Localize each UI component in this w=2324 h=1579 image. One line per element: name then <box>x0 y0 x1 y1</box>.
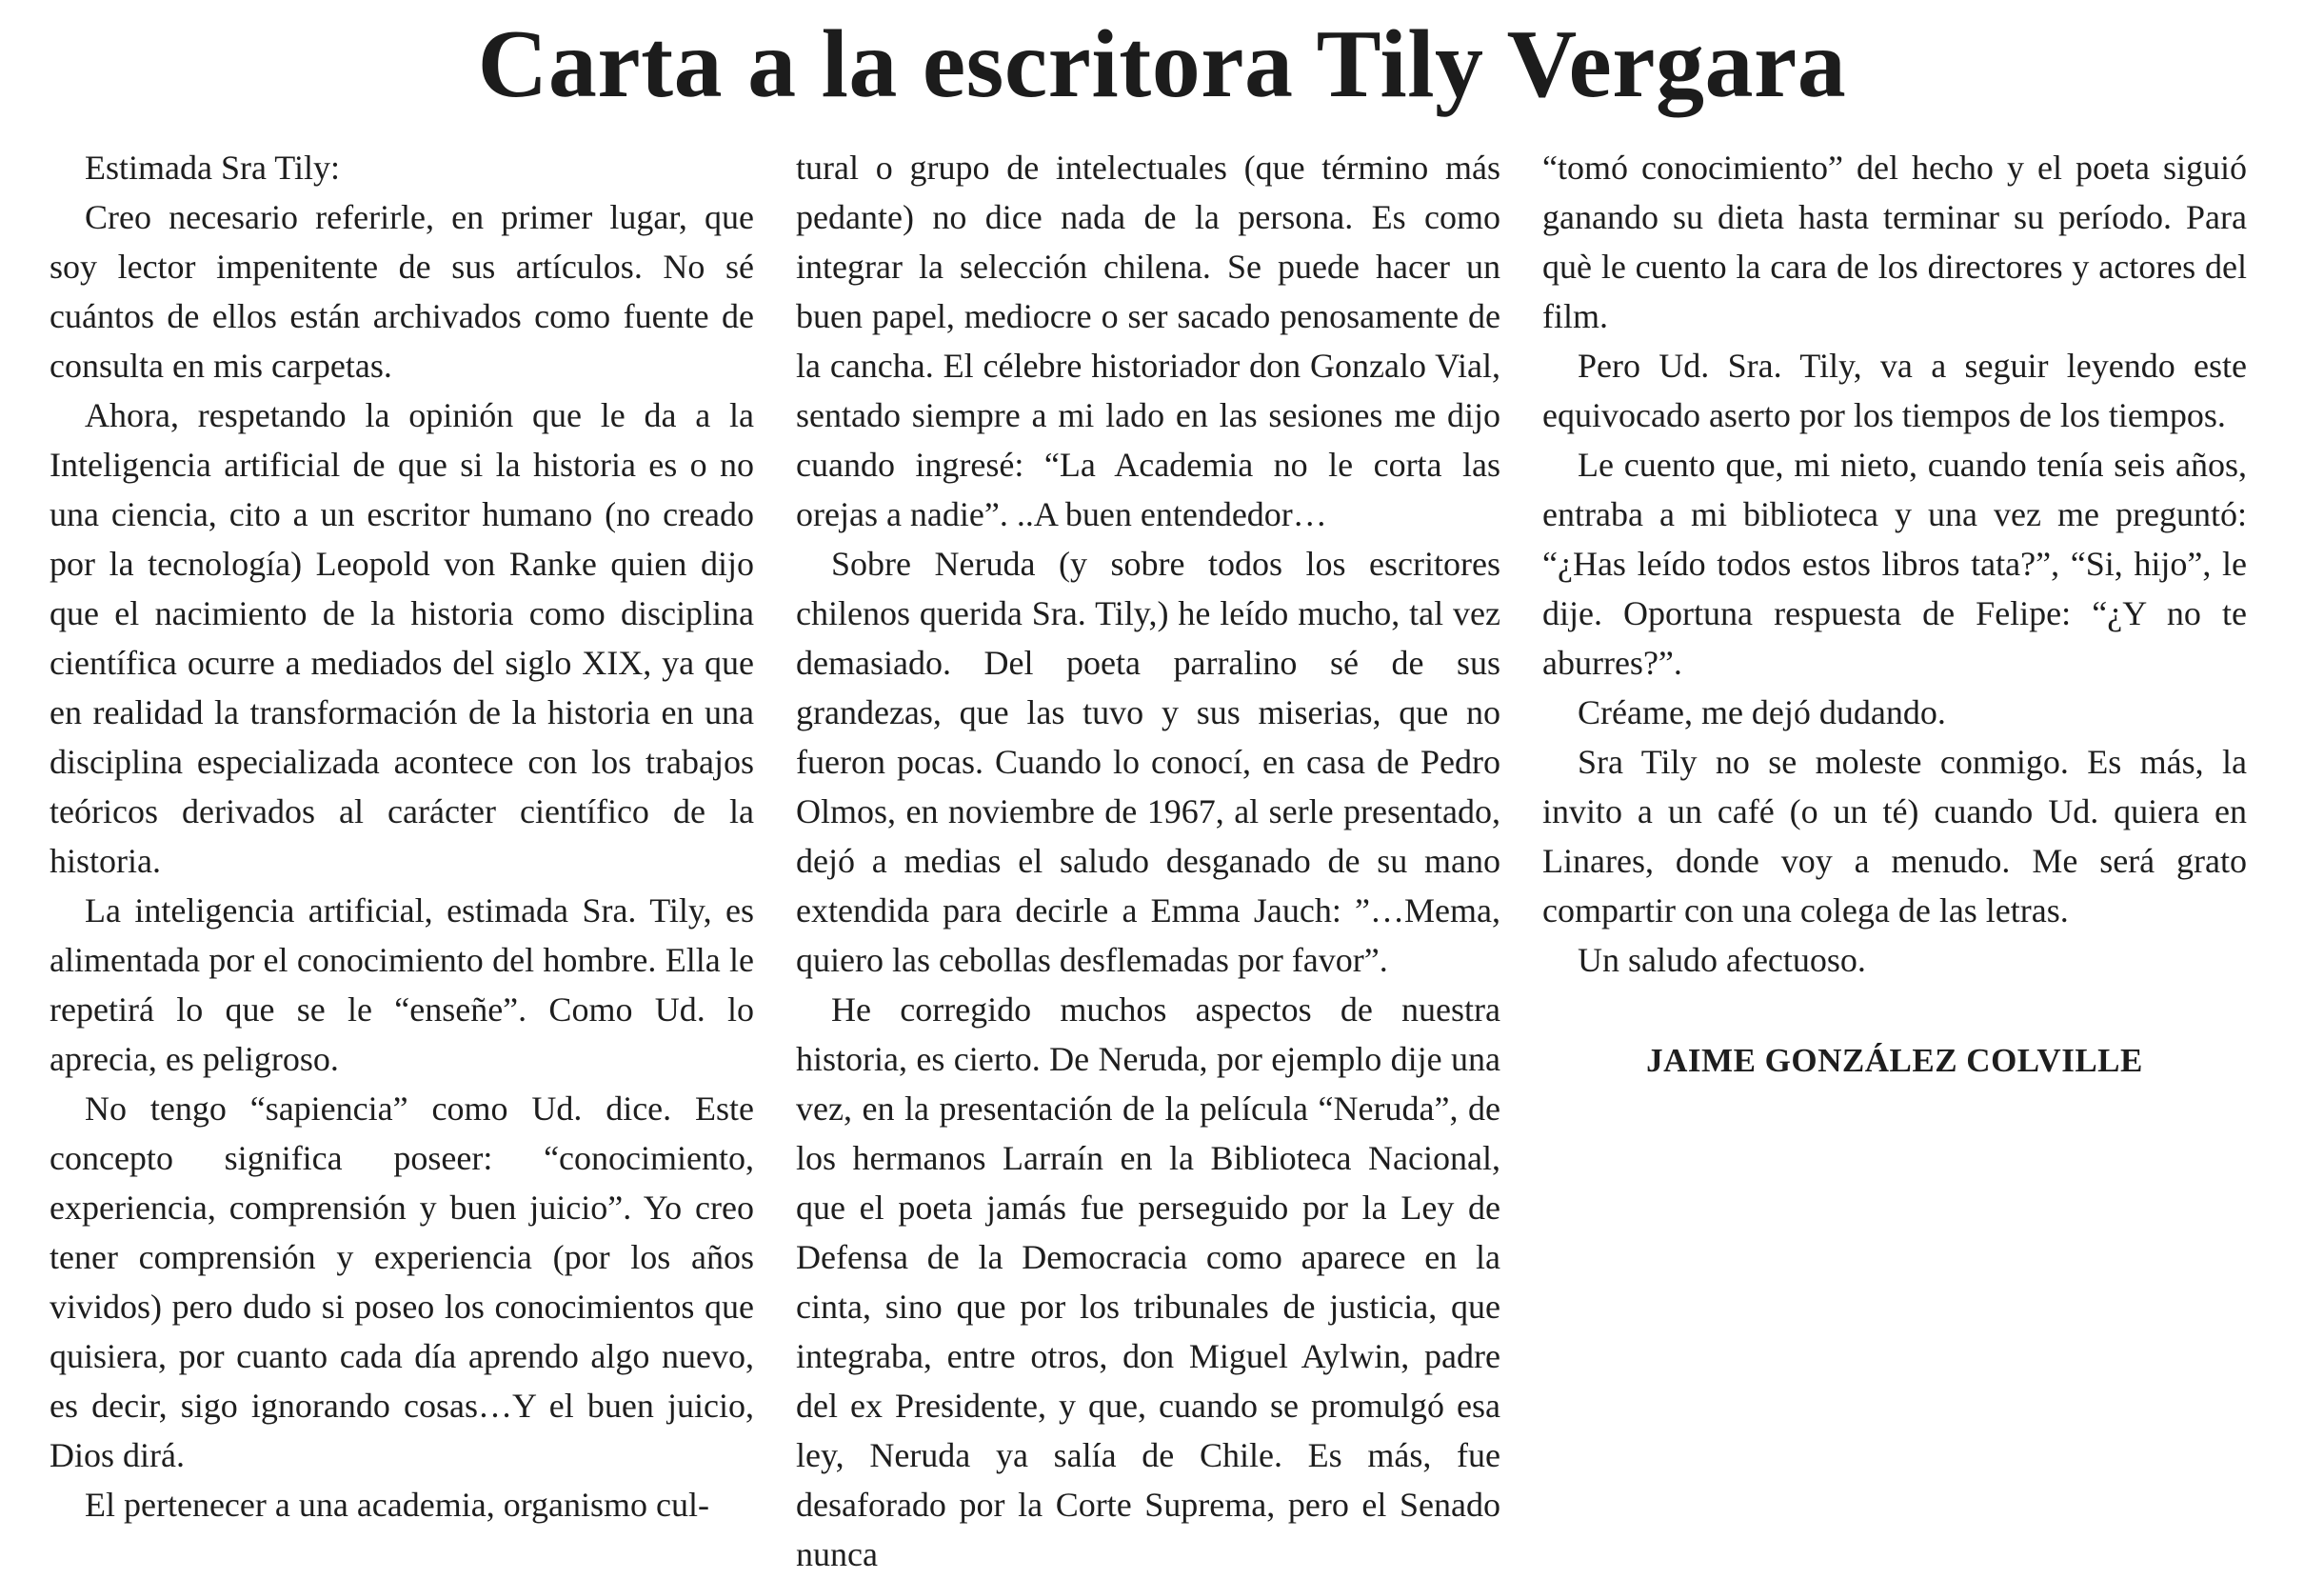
paragraph: Le cuento que, mi nieto, cuando tenía seis años, entraba a mi biblioteca y una vez me preguntó: “¿Has leído todos estos libros tata?”, “Si, hijo”, le dije. Oportuna respuesta de Felipe: “¿Y no te aburres?”. <box>1542 446 2247 682</box>
paragraph: Créame, me dejó dudando. <box>1578 693 1946 731</box>
paragraph: El pertenecer a una academia, organismo cul- <box>85 1486 710 1524</box>
paragraph: No tengo “sapiencia” como Ud. dice. Este concepto significa poseer: “conocimiento, experiencia, comprensión y buen juicio”. Yo creo tener comprensión y experiencia (por los años vividos) pero dudo si poseo los conocimientos que quisiera, por cuanto cada día aprendo algo nuevo, es decir, sigo ignorando cosas…Y el buen juicio, Dios dirá. <box>50 1089 754 1474</box>
paragraph-continued: tural o grupo de intelectuales (que término más pedante) no dice nada de la persona. Es como integrar la selección chilena. Se puede hacer un buen papel, mediocre o ser sacado penosamente de la cancha. El célebre historiador don Gonzalo Vial, sentado siempre a mi lado en las sesiones me dijo cuando ingresé: “La Academia no le corta las orejas a nadie”. ..A buen entendedor… <box>796 149 1500 533</box>
paragraph: Un saludo afectuoso. <box>1578 941 1866 979</box>
paragraph: Pero Ud. Sra. Tily, va a seguir leyendo este equivocado aserto por los tiempos de los tiempos. <box>1542 347 2247 434</box>
paragraph: Sobre Neruda (y sobre todos los escritores chilenos querida Sra. Tily,) he leído mucho, tal vez demasiado. Del poeta parralino sé de sus grandezas, que las tuvo y sus miserias, que no fueron pocas. Cuando lo conocí, en casa de Pedro Olmos, en noviembre de 1967, al serle presentado, dejó a medias el saludo desganado de su mano extendida para decirle a Emma Jauch: ”…Mema, quiero las cebollas desflemadas por favor”. <box>796 545 1500 979</box>
article-title: Carta a la escritora Tily Vergara <box>477 10 1847 118</box>
text-column-2 <box>796 143 1500 1579</box>
text-column-3 <box>1542 143 2247 1086</box>
paragraph: Creo necesario referirle, en primer lugar, que soy lector impenitente de sus artículos. No sé cuántos de ellos están archivados como fuente de consulta en mis carpetas. <box>50 198 754 385</box>
paragraph: He corregido muchos aspectos de nuestra historia, es cierto. De Neruda, por ejemplo dije una vez, en la presentación de la película “Neruda”, de los hermanos Larraín en la Biblioteca Nacional, que el poeta jamás fue perseguido por la Ley de Defensa de la Democracia como aparece en la cinta, sino que por los tribunales de justicia, que integraba, entre otros, don Miguel Aylwin, padre del ex Presidente, y que, cuando se promulgó esa ley, Neruda ya salía de Chile. Es más, fue desaforado por la Corte Suprema, pero el Senado nunca <box>796 990 1500 1573</box>
author-signature: JAIME GONZÁLEZ COLVILLE <box>1646 1042 2143 1079</box>
paragraph: Sra Tily no se moleste conmigo. Es más, la invito a un café (o un té) cuando Ud. quiera en Linares, donde voy a menudo. Me será grato compartir con una colega de las letras. <box>1542 743 2247 929</box>
text-column-1 <box>50 143 754 1529</box>
paragraph: Ahora, respetando la opinión que le da a la Inteligencia artificial de que si la historia es o no una ciencia, cito a un escritor humano (no creado por la tecnología) Leopold von Ranke quien dijo que el nacimiento de la historia como disciplina científica ocurre a mediados del siglo XIX, ya que en realidad la transformación de la historia en una disciplina especializada acontece con los trabajos teóricos derivados al carácter científico de la historia. <box>50 396 754 880</box>
paragraph: Estimada Sra Tily: <box>85 149 341 187</box>
paragraph-continued: “tomó conocimiento” del hecho y el poeta siguió ganando su dieta hasta terminar su período. Para què le cuento la cara de los directores y actores del film. <box>1542 149 2247 335</box>
paragraph: La inteligencia artificial, estimada Sra. Tily, es alimentada por el conocimiento del hombre. Ella le repetirá lo que se le “enseñe”. Como Ud. lo aprecia, es peligroso. <box>50 891 754 1078</box>
